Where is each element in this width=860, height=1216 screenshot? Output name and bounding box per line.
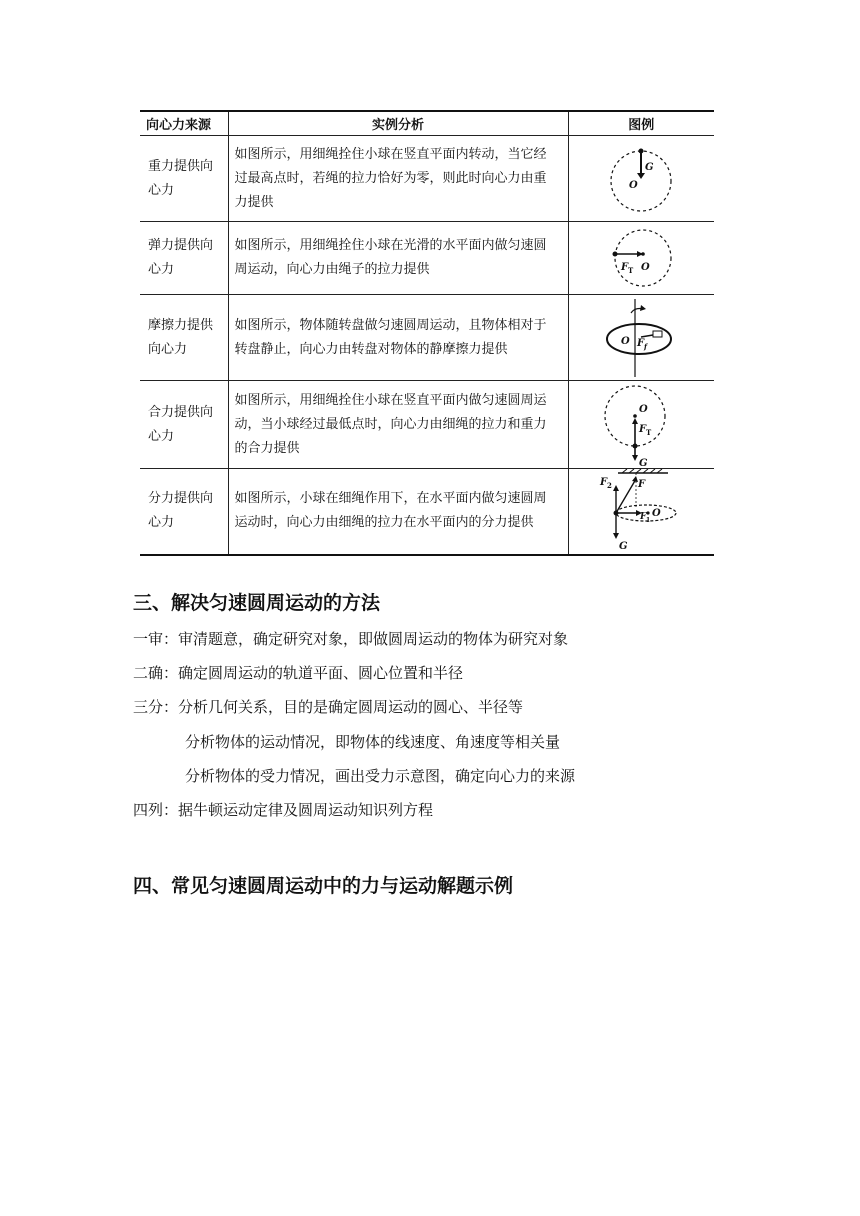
label-o: O [639,403,648,415]
table-header-row [140,111,714,136]
analysis-line: 过最高点时，若绳的拉力恰好为零，则此时向心力由重 [234,170,547,186]
center-dot [633,414,637,418]
label-o: O [621,335,630,347]
table-row [140,381,714,469]
analysis-cell [228,381,568,469]
label-f: F [637,337,645,349]
figure-cell [568,136,714,222]
header-analysis: 实例分析 [228,111,568,136]
source-cell [140,469,228,555]
net-force-figure [601,382,681,468]
source-line: 向心力 [148,341,188,357]
source-line: 心力 [148,262,175,277]
source-cell [140,136,228,222]
arrow-head [613,533,619,539]
table-row [140,136,714,222]
circular-path [615,230,671,286]
label-f: F [621,262,629,273]
analysis-line: 力提供 [234,194,274,210]
figure-cell [568,222,714,295]
source-line: 重力提供向 [148,158,214,174]
analysis-line: 如图所示，用细绳拴住小球在光滑的水平面内做匀速圆 [234,238,547,253]
source-cell [140,222,228,295]
source-cell [140,295,228,381]
source-line: 弹力提供向 [148,238,214,253]
label-f2: F [600,477,608,489]
arrow-head [632,455,638,461]
method-line: 分析物体的受力情况，画出受力示意图，确定向心力的来源 [185,767,576,785]
analysis-cell [228,469,568,555]
conical-pendulum-figure [596,469,686,553]
center-dot [641,252,645,256]
analysis-line: 周运动，向心力由绳子的拉力提供 [234,262,430,277]
arrow-head [640,305,646,311]
gravity-circle-figure [601,139,681,219]
centripetal-force-table [140,110,714,556]
label-t-subscript: T [628,266,634,275]
method-line: 三分：分析几何关系，目的是确定圆周运动的圆心、半径等 [133,698,524,716]
source-line: 合力提供向 [148,404,214,420]
method-line: 四列：据牛顿运动定律及圆周运动知识列方程 [133,801,434,819]
label-g: G [639,457,648,468]
figure-cell [568,295,714,381]
table-row [140,295,714,381]
analysis-line: 动，当小球经过最低点时，向心力由细绳的拉力和重力 [234,416,547,432]
label-o: O [641,262,650,273]
analysis-line: 的合力提供 [234,440,300,456]
method-line: 分析物体的运动情况，即物体的线速度、角速度等相关量 [185,733,561,751]
rope-tension-arrow [616,479,636,513]
label-f: F [638,479,646,491]
label-f1: F [640,512,647,523]
analysis-line: 转盘静止，向心力由转盘对物体的静摩擦力提供 [234,341,508,357]
section4-title: 四、常见匀速圆周运动中的力与运动解题示例 [133,875,514,897]
block [653,331,662,337]
table-row [140,222,714,295]
section3-title: 三、解决匀速圆周运动的方法 [133,592,381,614]
friction-arrow [641,335,653,337]
header-figure: 图例 [568,111,714,136]
source-line: 摩擦力提供 [148,317,214,333]
analysis-line: 如图所示，小球在细绳作用下，在水平面内做匀速圆周 [234,491,547,507]
figure-cell [568,469,714,555]
center-dot [647,512,650,515]
source-line: 分力提供向 [148,491,214,507]
label-f2-subscript: 2 [607,481,613,491]
label-f1-subscript: 1 [646,517,651,525]
label-f: F [639,423,647,435]
source-line: 心力 [148,515,175,531]
method-line: 一审：审清题意，确定研究对象，即做圆周运动的物体为研究对象 [133,630,569,648]
label-t-subscript: T [646,427,652,437]
analysis-line: 运动时，向心力由细绳的拉力在水平面内的分力提供 [234,515,534,531]
analysis-cell [228,222,568,295]
header-source: 向心力来源 [140,111,228,136]
arrow-head [637,173,645,179]
label-f-subscript: f [644,341,648,351]
turntable-figure [601,297,681,379]
analysis-line: 如图所示，物体随转盘做匀速圆周运动，且物体相对于 [234,317,547,333]
table-row [140,469,714,555]
label-g: G [619,541,628,553]
figure-cell [568,381,714,469]
analysis-cell [228,136,568,222]
analysis-line: 如图所示，用细绳拴住小球在竖直平面内做匀速圆周运 [234,392,547,408]
label-o: O [652,508,661,520]
tension-circle-figure [601,224,681,292]
source-line: 心力 [148,428,175,444]
method-line: 二确：确定圆周运动的轨道平面、圆心位置和半径 [133,664,464,682]
source-line: 心力 [148,182,175,198]
arrow-head [632,418,638,424]
label-g: G [645,161,654,173]
label-o: O [629,179,638,191]
analysis-line: 如图所示，用细绳拴住小球在竖直平面内转动，当它经 [234,146,547,162]
source-cell [140,381,228,469]
arrow-head [613,485,619,491]
analysis-cell [228,295,568,381]
